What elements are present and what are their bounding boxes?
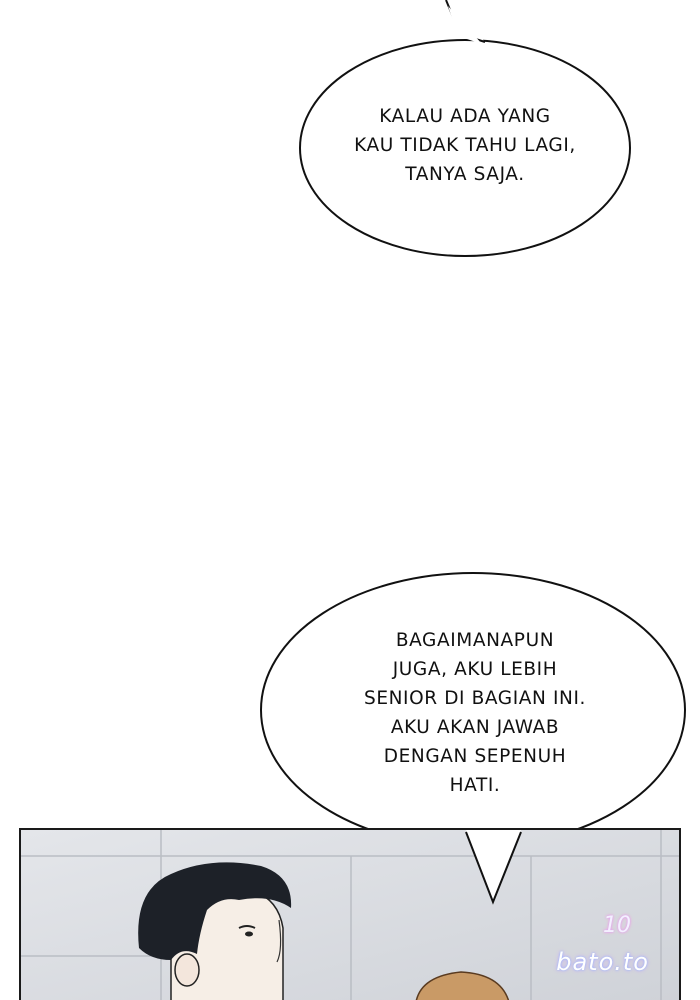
- watermark-signature: 10: [603, 913, 631, 938]
- dialogue-top-line: KAU TIDAK TAHU LAGI,: [354, 135, 576, 156]
- dialogue-bottom-line: AKU AKAN JAWAB: [390, 717, 560, 738]
- dialogue-top-line: TANYA SAJA.: [405, 164, 525, 185]
- dialogue-bottom-line: JUGA, AKU LEBIH: [392, 659, 558, 680]
- watermark-site: bato.to: [556, 948, 649, 976]
- dialogue-bottom-line: DENGAN SEPENUH: [383, 746, 567, 767]
- dialogue-top-line: KALAU ADA YANG: [379, 106, 551, 127]
- comic-panel: [19, 828, 681, 1000]
- dialogue-bottom: [300, 626, 650, 800]
- dialogue-bottom-line: HATI.: [449, 775, 501, 796]
- dialogue-bottom-line: SENIOR DI BAGIAN INI.: [363, 688, 587, 709]
- dialogue-bottom-line: BAGAIMANAPUN: [395, 630, 555, 651]
- dialogue-top: [300, 102, 630, 189]
